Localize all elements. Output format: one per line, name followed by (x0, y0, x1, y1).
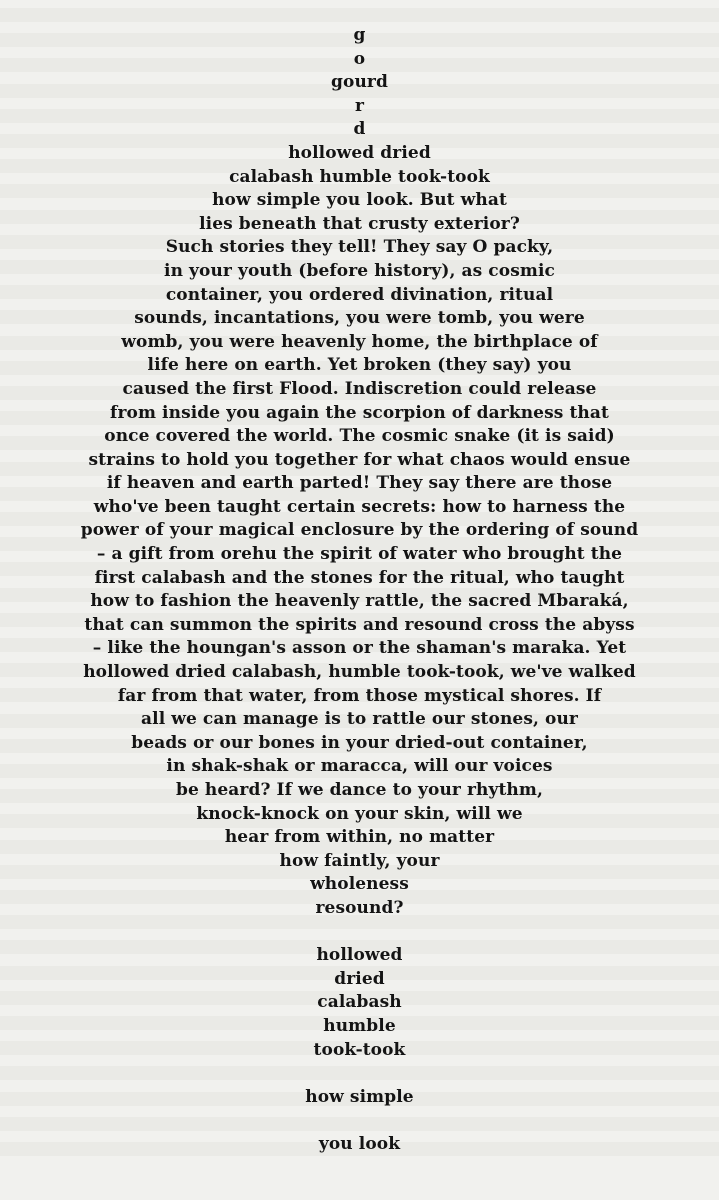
show-through-line (0, 8, 719, 22)
poem-line: how faintly, your (279, 850, 440, 871)
stanza-break (0, 921, 719, 945)
poem-line: how to fashion the heavenly rattle, the sacred Mbaraká, (90, 591, 629, 612)
poem-line: hollowed dried calabash, humble took-took, we've walked (83, 662, 636, 683)
poem-line: if heaven and earth parted! They say there are those (106, 473, 613, 494)
poem-line: sounds, incantations, you were tomb, you were (134, 308, 585, 329)
poem-line: how simple you look. But what (212, 190, 507, 211)
poem-line: r (354, 95, 365, 116)
poem-line: – like the houngan's asson or the shaman's maraka. Yet (92, 638, 627, 659)
poem-line: d (353, 119, 366, 140)
poem-line: beads or our bones in your dried-out container, (131, 732, 588, 753)
poem-line: you look (318, 1133, 401, 1154)
poem-line: g (353, 25, 366, 45)
poem-line: wholeness (310, 874, 409, 895)
poem-line: womb, you were heavenly home, the birthplace of (121, 331, 598, 352)
poem-line: hollowed dried (288, 142, 431, 163)
poem-line: all we can manage is to rattle our stones, our (141, 709, 578, 730)
poem-line: lies beneath that crusty exterior? (199, 213, 520, 234)
poem-line: far from that water, from those mystical shores. If (117, 685, 602, 706)
poem-line: knock-knock on your skin, will we (196, 803, 523, 824)
poem-line: caused the first Flood. Indiscretion could release (122, 378, 597, 399)
poem-line: resound? (315, 897, 404, 918)
poem-line: in shak-shak or maracca, will our voices (166, 756, 553, 777)
poem (0, 24, 719, 1157)
poem-line: humble (323, 1015, 396, 1036)
poem-line: in your youth (before history), as cosmic (164, 260, 555, 281)
poem-line: once covered the world. The cosmic snake (it is said) (104, 426, 615, 447)
poem-line: hear from within, no matter (224, 827, 495, 848)
poem-line: gourd (331, 72, 388, 93)
poem-line: power of your magical enclosure by the ordering of sound (80, 520, 639, 541)
poem-line: who've been taught certain secrets: how to harness the (93, 496, 626, 517)
poem-line: life here on earth. Yet broken (they say) you (147, 355, 572, 376)
stanza-break (0, 1062, 719, 1086)
poem-line: o (353, 48, 366, 69)
poem-line: calabash humble took-took (229, 166, 490, 187)
poem-line: Such stories they tell! They say O packy, (165, 237, 554, 258)
poem-line: from inside you again the scorpion of darkness that (110, 402, 609, 423)
poem-line: took-took (313, 1039, 406, 1060)
poem-line: hollowed (316, 945, 403, 966)
poem-line: calabash (317, 992, 402, 1013)
poem-line: strains to hold you together for what chaos would ensue (88, 449, 631, 470)
poem-line: dried (334, 968, 385, 989)
poem-line: first calabash and the stones for the ritual, who taught (94, 567, 625, 588)
poem-line: – a gift from orehu the spirit of water who brought the (96, 544, 623, 565)
poem-line: be heard? If we dance to your rhythm, (175, 780, 543, 800)
poem-line: that can summon the spirits and resound cross the abyss (84, 614, 635, 635)
stanza-break (0, 1109, 719, 1133)
poem-line: how simple (305, 1086, 414, 1107)
poem-line: container, you ordered divination, ritual (165, 284, 554, 305)
